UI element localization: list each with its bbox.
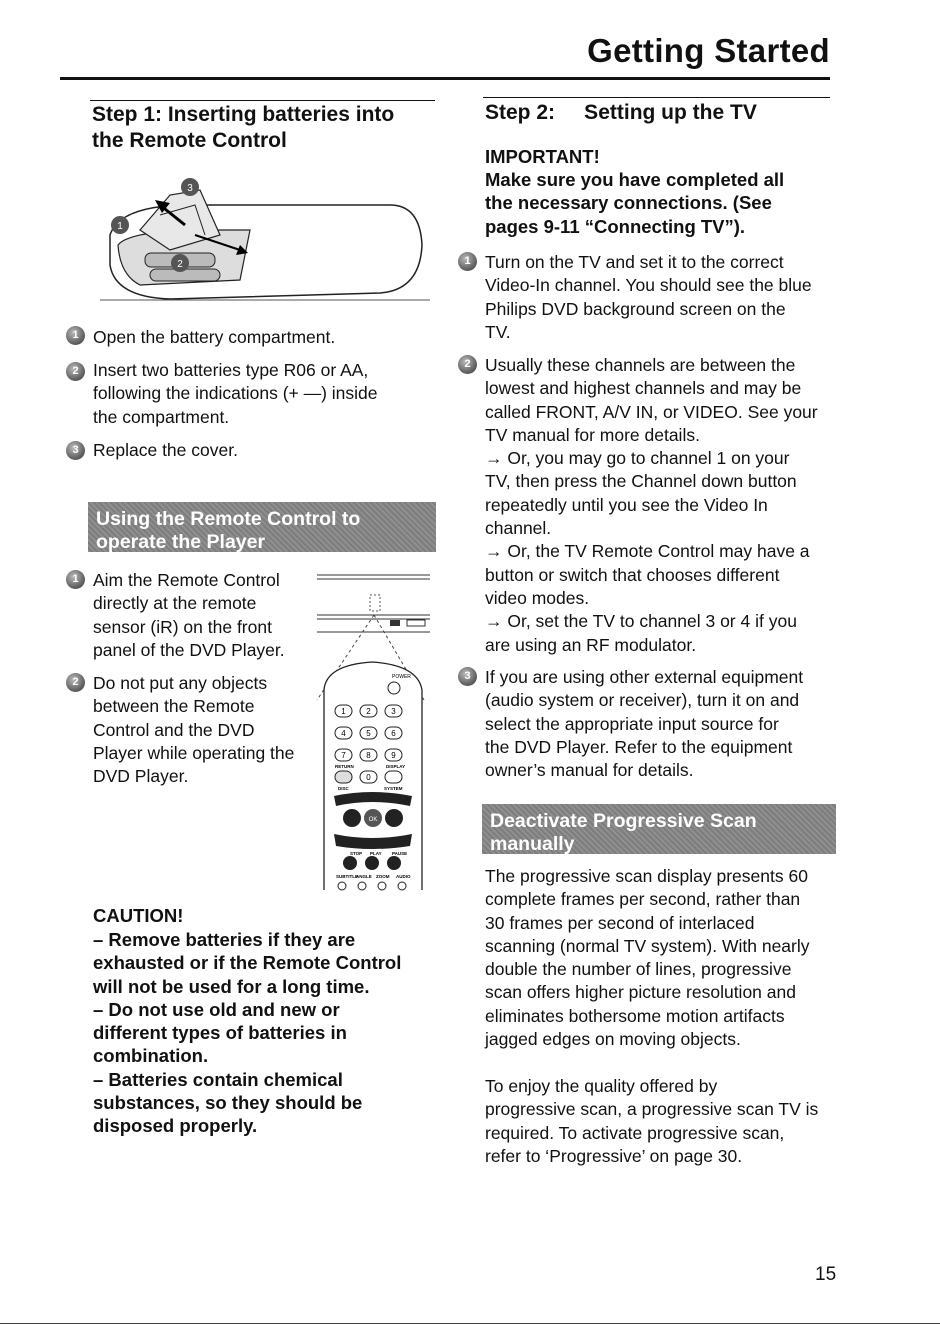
svg-text:AUDIO: AUDIO <box>396 874 411 879</box>
page-number: 15 <box>815 1264 837 1285</box>
step1-item-1: Open the battery compartment. <box>93 327 336 347</box>
svg-text:DISC: DISC <box>338 786 349 791</box>
step-number-badge: 1 <box>66 326 85 345</box>
svg-text:4: 4 <box>341 729 346 738</box>
svg-text:3: 3 <box>187 183 193 194</box>
svg-text:1: 1 <box>341 707 346 716</box>
page-title: Getting Started <box>587 32 830 69</box>
svg-text:SYSTEM: SYSTEM <box>384 786 403 791</box>
battery-compartment-illustration <box>100 175 430 305</box>
step2-item-1: Turn on the TV and set it to the correct Video-In channel. You should see the blue Philips DVD background screen on the TV. <box>485 252 812 342</box>
svg-text:RETURN: RETURN <box>335 764 354 769</box>
remote-item-1: Aim the Remote Control directly at the remote sensor (iR) on the front panel of the DVD Player. <box>93 570 285 660</box>
step2-item-3: If you are using other external equipment (audio system or receiver), turn it on and select the appropriate input source for the DVD Player. Refer to the equipment owner’s manual for details. <box>485 667 804 781</box>
svg-text:SUBTITLE: SUBTITLE <box>336 874 358 879</box>
step2-title: Step 2: Setting up the TV <box>485 101 757 124</box>
important-text: Make sure you have completed all the necessary connections. (See pages 9-11 “Connecting TV”). <box>485 169 785 237</box>
important-title: IMPORTANT! <box>485 146 600 167</box>
step-number-badge: 1 <box>458 252 477 271</box>
svg-text:8: 8 <box>366 751 371 760</box>
caution-text: – Remove batteries if they are exhausted or if the Remote Control will not be used for a long time. – Do not use old and new or different types of batteries in combination. – Batteries contain chemical substances, so they should be disposed properly. <box>93 929 402 1137</box>
step-number-badge: 2 <box>66 362 85 381</box>
svg-text:2: 2 <box>366 707 371 716</box>
remote-usage-banner: Using the Remote Control to operate the Player <box>88 502 436 552</box>
svg-text:1: 1 <box>117 221 123 232</box>
step-number-badge: 2 <box>458 355 477 374</box>
svg-text:PLAY: PLAY <box>370 851 382 856</box>
step-number-badge: 2 <box>66 673 85 692</box>
step1-item-2: Insert two batteries type R06 or AA, following the indications (+ —) inside the compartment. <box>93 360 378 427</box>
step-number-badge: 1 <box>66 570 85 589</box>
svg-text:ANGLE: ANGLE <box>356 874 372 879</box>
progressive-scan-paragraph-2: To enjoy the quality offered by progressive scan, a progressive scan TV is required. To activate progressive scan, refer to ‘Progressive’ on page 30. <box>485 1076 819 1166</box>
svg-text:0: 0 <box>366 773 371 782</box>
step2-item-2: Usually these channels are between the lowest and highest channels and may be called FRONT, A/V IN, or VIDEO. See your TV manual for more details. → Or, you may go to channel 1 on your TV, then press the Channel down button repeatedly until you see the Video In channel. → Or, the TV Remote Control may have a button or switch that chooses different video modes. → Or, set the TV to channel 3 or 4 if you are using an RF modulator. <box>485 355 818 655</box>
svg-text:7: 7 <box>341 751 346 760</box>
remote-control-illustration <box>312 570 437 900</box>
remote-item-2: Do not put any objects between the Remote Control and the DVD Player while operating the DVD Player. <box>93 673 295 787</box>
svg-text:PAUSE: PAUSE <box>392 851 408 856</box>
svg-text:5: 5 <box>366 729 371 738</box>
svg-text:DISPLAY: DISPLAY <box>386 764 406 769</box>
svg-text:3: 3 <box>391 707 396 716</box>
svg-text:STOP: STOP <box>350 851 363 856</box>
step-number-badge: 3 <box>66 441 85 460</box>
caution-title: CAUTION! <box>93 905 184 926</box>
svg-text:OK: OK <box>368 817 378 823</box>
step2-rule <box>483 97 830 98</box>
step1-item-3: Replace the cover. <box>93 440 238 460</box>
svg-text:2: 2 <box>177 259 183 270</box>
header-rule <box>60 77 830 80</box>
progressive-scan-banner: Deactivate Progressive Scan manually <box>482 804 836 854</box>
step1-title: Step 1: Inserting batteries into the Remote Control <box>92 103 395 152</box>
progressive-scan-paragraph-1: The progressive scan display presents 60 complete frames per second, rather than 30 frames per second of interlaced scanning (normal TV system). With nearly double the number of lines, progressive scan offers higher picture resolution and eliminates bothersome motion artifacts jagged edges on moving objects. <box>485 866 810 1050</box>
svg-text:POWER: POWER <box>392 674 411 680</box>
step1-rule <box>90 100 435 101</box>
svg-text:ZOOM: ZOOM <box>376 874 390 879</box>
step-number-badge: 3 <box>458 667 477 686</box>
svg-text:9: 9 <box>391 751 396 760</box>
svg-text:6: 6 <box>391 729 396 738</box>
